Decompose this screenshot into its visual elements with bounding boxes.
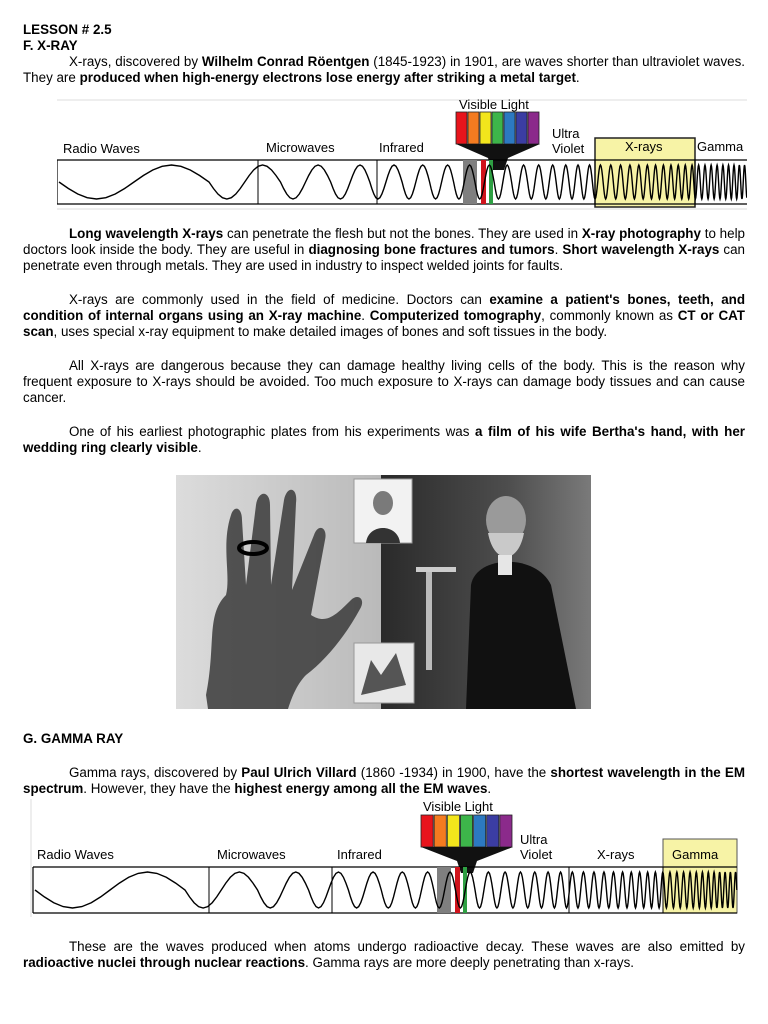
section-heading-xray: F. X-RAY <box>23 38 78 53</box>
rainbow-band <box>447 815 459 847</box>
xray-paragraph-1: X-rays, discovered by Wilhelm Conrad Röentgen (1845-1923) in 1901, are waves shorter than ultraviolet waves. They are produced when high-energy electrons lose energy after striking a metal target. <box>23 54 746 85</box>
xrays-label: X-rays <box>625 139 663 154</box>
em-spectrum-figure-xray <box>57 90 747 212</box>
rainbow-band <box>460 815 472 847</box>
rainbow-band <box>528 112 539 144</box>
rainbow-band <box>421 815 433 847</box>
gamma-paragraph-2: These are the waves produced when atoms undergo radioactive decay. These waves are also emitted by radioactive nuclei through nuclear reactions. Gamma rays are more deeply penetrating than x-rays. <box>23 939 745 970</box>
xray-paragraph-3: X-rays are commonly used in the field of medicine. Doctors can examine a patient's bones, teeth, and condition of internal organs using an X-ray machine. Computerized tomography, commonly known as CT or CAT scan, uses special x-ray equipment to make detailed images of bones and soft tissues in the body. <box>23 292 746 339</box>
visible-light-rainbow-2 <box>421 815 513 873</box>
gamma-label-2: Gamma <box>672 847 719 862</box>
xray-paragraph-5: One of his earliest photographic plates from his experiments was a film of his wife Bertha's hand, with her wedding ring clearly visible. <box>23 424 745 455</box>
visible-light-label: Visible Light <box>459 97 529 112</box>
rainbow-band <box>468 112 479 144</box>
document-page <box>23 22 745 971</box>
em-spectrum-figure-gamma <box>29 799 741 921</box>
ultraviolet-label-line2: Violet <box>552 141 585 156</box>
rainbow-band <box>492 112 503 144</box>
ultraviolet-label-line2-2: Violet <box>520 847 553 862</box>
rainbow-band <box>480 112 491 144</box>
microwaves-label-2: Microwaves <box>217 847 286 862</box>
xray-paragraph-4: All X-rays are dangerous because they can damage healthy living cells of the body. This is the reason why frequent exposure to X-rays should be avoided. Too much exposure to X-rays can damage body tissues and can cause cancer. <box>23 358 745 405</box>
rainbow-band <box>474 815 486 847</box>
gamma-label: Gamma <box>697 139 744 154</box>
infrared-label: Infrared <box>379 140 424 155</box>
ultraviolet-label-line1-2: Ultra <box>520 832 548 847</box>
xrays-label-2: X-rays <box>597 847 635 862</box>
ultraviolet-label-line1: Ultra <box>552 126 580 141</box>
rainbow-band <box>500 815 512 847</box>
rainbow-band <box>504 112 515 144</box>
rainbow-band <box>434 815 446 847</box>
lesson-title: LESSON # 2.5 <box>23 22 112 37</box>
visible-light-label-2: Visible Light <box>423 799 493 814</box>
rainbow-band <box>516 112 527 144</box>
microwaves-label: Microwaves <box>266 140 335 155</box>
radio-waves-label: Radio Waves <box>63 141 140 156</box>
rainbow-band <box>456 112 467 144</box>
xray-paragraph-2: Long wavelength X-rays can penetrate the flesh but not the bones. They are used in X-ray photography to help doctors look inside the body. They are useful in diagnosing bone fractures and tumors. Short wavelength X-rays can penetrate even through metals. They are used in industry to inspect welded joints for faults. <box>23 226 745 273</box>
infrared-label-2: Infrared <box>337 847 382 862</box>
radio-waves-label-2: Radio Waves <box>37 847 114 862</box>
section-heading-gamma: G. GAMMA RAY <box>23 731 124 746</box>
gamma-paragraph-1: Gamma rays, discovered by Paul Ulrich Villard (1860 -1934) in 1900, have the shortest wavelength in the EM spectrum. However, they have the highest energy among all the EM waves. <box>23 765 745 796</box>
roentgen-xray-hand-photograph <box>176 475 591 709</box>
rainbow-band <box>487 815 499 847</box>
wave-line-2 <box>35 872 737 908</box>
